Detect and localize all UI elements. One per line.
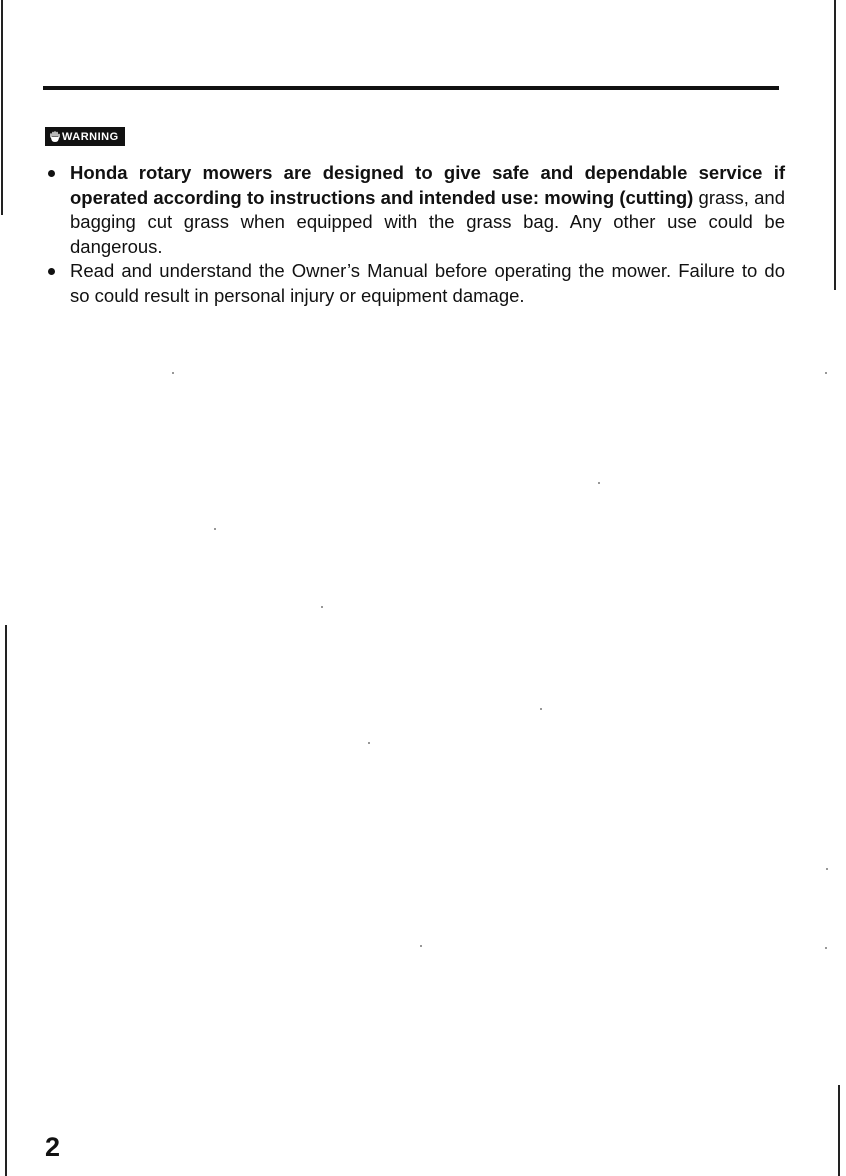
scan-speck [172,372,174,374]
warning-item-1 [45,161,785,259]
scan-speck [598,482,600,484]
scan-edge-left-top [1,0,3,215]
warning-label: WARNING [62,130,119,143]
scan-speck [214,528,216,530]
warning-item-2 [45,259,785,308]
scan-speck [321,606,323,608]
scan-edge-left-bottom [5,625,7,1176]
warning-item-1-normal: grass, and bagging cut grass when equipped with the grass bag. Any other use could be dangerous. [70,186,785,257]
bullet-dot [48,268,55,275]
warning-item-2-text: Read and understand the Owner’s Manual before operating the mower. Failure to do so could result in personal injury or equipment damage. [70,260,785,306]
warning-list [45,161,785,308]
scan-speck [826,868,828,870]
warning-badge [45,127,125,146]
hand-stop-icon [49,131,61,143]
scan-edge-right-bottom [838,1085,840,1176]
bullet-dot [48,170,55,177]
page-number: 2 [45,1132,61,1162]
scan-speck [540,708,542,710]
header-rule [43,86,779,90]
scan-speck [825,372,827,374]
scan-speck [825,947,827,949]
scan-speck [420,945,422,947]
warning-item-1-bold: Honda rotary mowers are designed to give safe and dependable service if operated according to instructions and intended use: mowing (cutting) [70,162,785,208]
scan-speck [368,742,370,744]
scan-edge-right [834,0,836,290]
